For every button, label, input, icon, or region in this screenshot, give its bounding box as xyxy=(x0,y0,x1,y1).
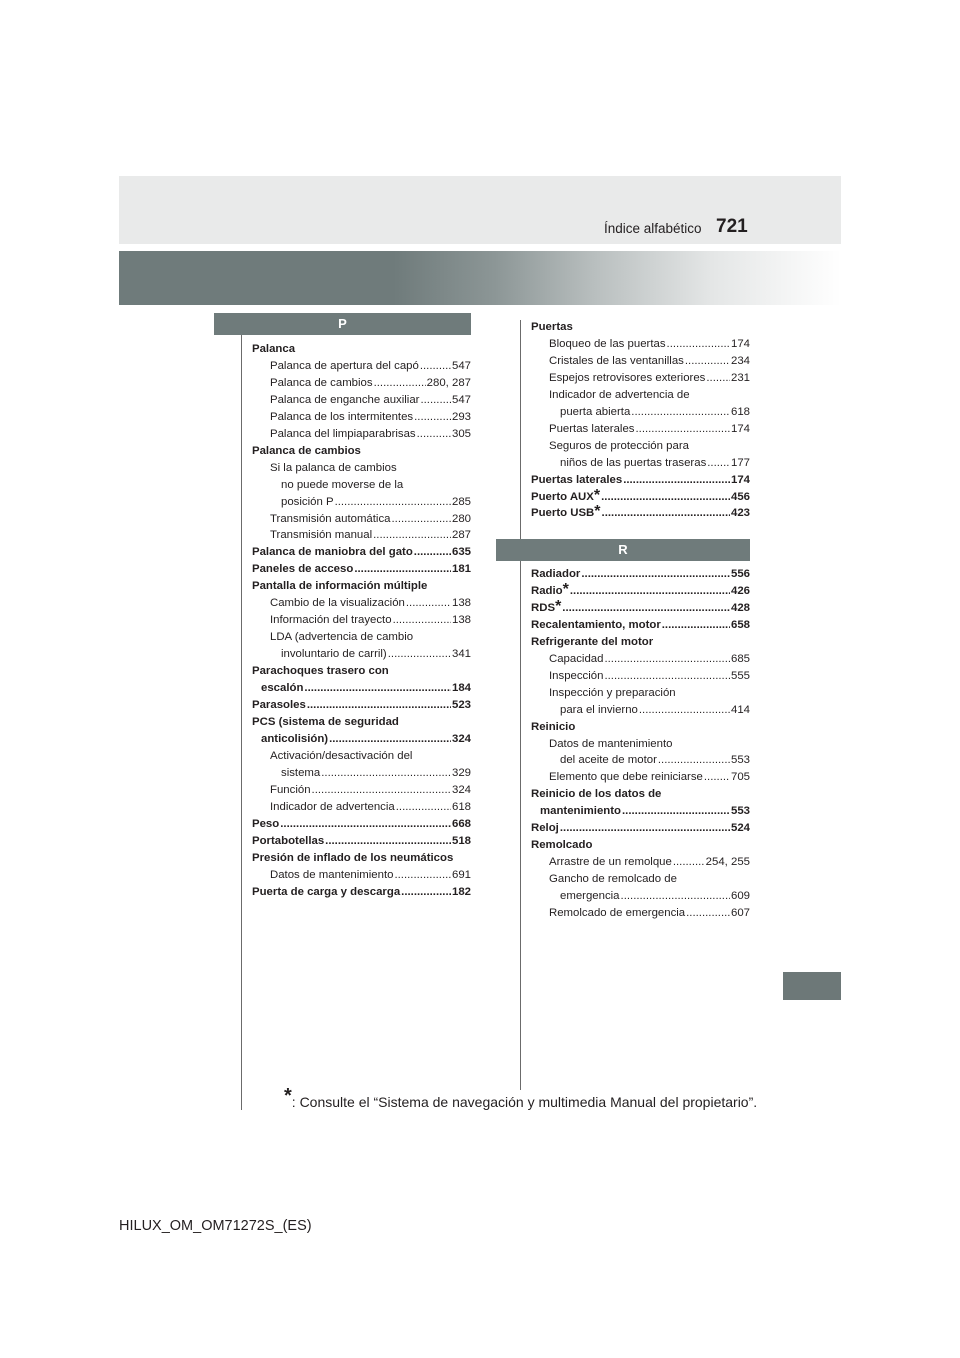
header-title: Índice alfabético xyxy=(604,221,702,236)
index-entry-text: sistema xyxy=(281,766,321,779)
index-entry xyxy=(252,409,471,426)
index-entry-page: 324 xyxy=(451,783,471,796)
index-entry xyxy=(531,472,750,489)
index-entry-page: 414 xyxy=(730,703,750,716)
dot-leader xyxy=(706,370,730,387)
index-entry-text: Radio xyxy=(531,584,563,597)
index-entry-text: Palanca xyxy=(252,343,296,355)
dot-leader xyxy=(420,358,451,375)
index-entry-text: mantenimiento xyxy=(540,805,622,818)
dot-leader xyxy=(304,680,451,697)
index-entry xyxy=(531,871,750,888)
section-header-p: P xyxy=(214,313,471,335)
dot-leader xyxy=(560,820,730,837)
index-entry xyxy=(252,680,471,697)
index-entry xyxy=(252,663,471,680)
index-entry xyxy=(252,392,471,409)
index-entry-page: 556 xyxy=(730,568,750,580)
index-entry xyxy=(531,634,750,651)
index-entry-text: Presión de inflado de los neumáticos xyxy=(252,851,454,864)
index-entry-text: emergencia xyxy=(560,890,620,903)
dot-leader xyxy=(639,702,730,719)
column-divider xyxy=(520,320,521,1090)
index-entry: RDS * ..... 428 xyxy=(531,600,750,617)
index-entry xyxy=(531,888,750,905)
index-entry-page: 254, 255 xyxy=(705,856,750,869)
index-entry xyxy=(252,646,471,663)
index-entry xyxy=(531,736,750,753)
index-entry-text: niños de las puertas traseras xyxy=(560,456,707,469)
index-entry xyxy=(252,833,471,850)
index-entry xyxy=(531,651,750,668)
index-entry xyxy=(252,799,471,816)
dot-leader xyxy=(686,905,730,922)
index-entry-page: 635 xyxy=(451,546,471,559)
index-entry xyxy=(531,786,750,803)
dot-leader xyxy=(631,404,730,421)
index-entry-page: 547 xyxy=(451,359,471,372)
index-entry-text: Espejos retrovisores exteriores xyxy=(549,371,706,384)
index-entry xyxy=(252,426,471,443)
dot-leader xyxy=(581,566,730,583)
index-entry xyxy=(531,438,750,455)
index-entry-page: 423 xyxy=(730,507,750,520)
dot-leader xyxy=(570,583,730,600)
index-entry-page: 685 xyxy=(730,652,750,665)
index-entry xyxy=(252,765,471,782)
index-entry-page: 618 xyxy=(730,405,750,418)
index-entry xyxy=(252,358,471,375)
index-entry-page: 280, 287 xyxy=(426,376,471,389)
index-entry xyxy=(252,612,471,629)
dot-leader xyxy=(417,426,451,443)
index-entry-text: posición P xyxy=(281,495,334,508)
index-entry-text: Elemento que debe reiniciarse xyxy=(549,771,703,784)
index-entry-text: Gancho de remolcado de xyxy=(549,873,677,886)
index-entry xyxy=(531,702,750,719)
index-entry-text: Palanca de apertura del capó xyxy=(270,359,419,372)
index-entry-text: no puede moverse de la xyxy=(281,478,404,491)
dot-leader xyxy=(685,353,730,370)
index-entry-text: Indicador de advertencia de xyxy=(549,388,690,401)
index-entry xyxy=(252,731,471,748)
index-entry-text: Puerto USB xyxy=(531,507,595,520)
index-entry xyxy=(531,404,750,421)
footnote-mark: * xyxy=(284,1085,292,1107)
index-entry xyxy=(252,850,471,867)
index-entry xyxy=(252,697,471,714)
index-entry xyxy=(252,578,471,595)
dot-leader xyxy=(373,527,451,544)
index-entry-page: 174 xyxy=(730,473,750,486)
dot-leader xyxy=(635,421,730,438)
index-entry-page: 547 xyxy=(451,393,471,406)
dot-leader xyxy=(414,409,451,426)
page-number: 721 xyxy=(716,216,748,237)
index-entry-page: 618 xyxy=(451,800,471,813)
index-entry-text: Inspección y preparación xyxy=(549,686,676,699)
index-entry-text: Parachoques trasero con xyxy=(252,665,389,678)
index-column-right-p xyxy=(531,319,750,522)
index-entry-text: Indicador de advertencia xyxy=(270,800,395,813)
index-entry xyxy=(252,561,471,578)
index-entry-text: Refrigerante del motor xyxy=(531,635,654,648)
index-entry xyxy=(252,782,471,799)
index-entry xyxy=(252,544,471,561)
index-entry xyxy=(531,668,750,685)
index-entry xyxy=(252,375,471,392)
index-column-left xyxy=(252,341,471,900)
index-entry-page: 234 xyxy=(730,354,750,367)
index-entry-text: PCS (sistema de seguridad xyxy=(252,715,399,728)
index-entry-page: 174 xyxy=(730,337,750,350)
index-entry-text: Recalentamiento, motor xyxy=(531,618,661,631)
dot-leader xyxy=(401,884,451,901)
dot-leader xyxy=(673,854,705,871)
dot-leader xyxy=(406,595,451,612)
index-entry xyxy=(531,803,750,820)
index-entry-text: Palanca de cambios xyxy=(252,444,361,457)
document-code: HILUX_OM_OM71272S_(ES) xyxy=(119,1218,312,1234)
dot-leader xyxy=(280,816,451,833)
index-entry-page: 523 xyxy=(451,699,471,712)
index-entry-text: Palanca de cambios xyxy=(270,376,373,389)
index-entry-text: Activación/desactivación del xyxy=(270,749,413,762)
dot-leader xyxy=(662,617,730,634)
index-entry-text: Peso xyxy=(252,817,280,830)
index-entry xyxy=(531,353,750,370)
index-entry xyxy=(252,595,471,612)
dot-leader xyxy=(396,799,451,816)
index-entry-page: 138 xyxy=(451,597,471,610)
index-entry-text: Pantalla de información múltiple xyxy=(252,580,428,593)
index-entry-page: 293 xyxy=(451,410,471,423)
index-entry xyxy=(252,867,471,884)
index-entry-text: Palanca de los intermitentes xyxy=(270,410,414,423)
index-entry-text: Cristales de las ventanillas xyxy=(549,354,684,367)
index-entry xyxy=(531,854,750,871)
dot-leader xyxy=(604,651,730,668)
index-entry-text: Reinicio de los datos de xyxy=(531,788,662,801)
index-entry-page: 329 xyxy=(451,766,471,779)
index-entry-page: 668 xyxy=(451,817,471,830)
dot-leader xyxy=(707,455,730,472)
dot-leader xyxy=(704,769,730,786)
index-entry-page: 174 xyxy=(730,422,750,435)
index-entry-text: Transmisión automática xyxy=(270,512,391,525)
index-entry xyxy=(252,341,471,358)
index-entry-page: 553 xyxy=(730,805,750,818)
index-entry-page: 456 xyxy=(730,490,750,503)
index-entry-text: Si la palanca de cambios xyxy=(270,461,397,474)
index-entry-page: 705 xyxy=(730,771,750,784)
index-entry-page: 181 xyxy=(451,563,471,576)
index-entry-page: 609 xyxy=(730,890,750,903)
dot-leader xyxy=(329,731,451,748)
index-entry-page: 658 xyxy=(730,618,750,631)
dot-leader xyxy=(335,494,451,511)
index-entry xyxy=(252,460,471,477)
dot-leader xyxy=(623,472,730,489)
footnote xyxy=(284,1085,758,1110)
index-entry-text: Inspección xyxy=(549,669,604,682)
index-entry-page: 524 xyxy=(730,822,750,835)
footnote-text: : Consulte el “Sistema de navegación y multimedia Manual del propietario”. xyxy=(291,1094,758,1110)
index-entry-page: 553 xyxy=(730,754,750,767)
index-entry xyxy=(531,421,750,438)
section-header-r: R xyxy=(496,539,750,561)
index-entry-text: Cambio de la visualización xyxy=(270,597,405,610)
index-entry xyxy=(252,629,471,646)
dot-leader xyxy=(393,612,451,629)
index-entry xyxy=(531,685,750,702)
dot-leader xyxy=(602,505,730,522)
index-entry-text: Portabotellas xyxy=(252,834,325,847)
dot-leader xyxy=(312,782,451,799)
dot-leader xyxy=(604,668,730,685)
index-entry-page: 691 xyxy=(451,868,471,881)
index-entry: Radio * ..... 426 xyxy=(531,583,750,600)
index-entry-page: 184 xyxy=(451,682,471,695)
dot-leader xyxy=(420,392,451,409)
index-entry xyxy=(531,336,750,353)
index-entry xyxy=(531,769,750,786)
index-entry xyxy=(531,319,750,336)
index-entry xyxy=(531,752,750,769)
index-entry xyxy=(531,820,750,837)
index-entry-text: Función xyxy=(270,783,311,796)
index-entry-text: Bloqueo de las puertas xyxy=(549,337,666,350)
dot-leader xyxy=(325,833,451,850)
header-gradient-band xyxy=(119,251,841,305)
index-entry-text: Puertas xyxy=(531,321,573,333)
index-entry xyxy=(252,816,471,833)
index-entry: Puerto AUX * ..... 456 xyxy=(531,489,750,506)
dot-leader xyxy=(374,375,426,392)
dot-leader xyxy=(388,646,451,663)
index-entry-page: 285 xyxy=(451,495,471,508)
dot-leader xyxy=(622,803,730,820)
index-entry-text: LDA (advertencia de cambio xyxy=(270,631,414,644)
dot-leader xyxy=(658,752,730,769)
index-entry-page: 324 xyxy=(451,732,471,745)
dot-leader xyxy=(354,561,451,578)
index-entry-text: anticolisión) xyxy=(261,732,329,745)
index-entry-text: Datos de mantenimiento xyxy=(549,737,673,750)
index-entry xyxy=(252,477,471,494)
index-entry-page: 177 xyxy=(730,456,750,469)
index-entry xyxy=(252,511,471,528)
index-entry-text: escalón xyxy=(261,682,304,695)
index-entry xyxy=(531,837,750,854)
index-entry xyxy=(252,443,471,460)
index-entry xyxy=(252,494,471,511)
index-entry xyxy=(252,527,471,544)
index-entry-text: para el invierno xyxy=(560,703,638,716)
dot-leader xyxy=(562,600,730,617)
index-entry-text: Seguros de protección para xyxy=(549,439,689,452)
index-entry-text: Datos de mantenimiento xyxy=(270,868,394,881)
index-entry-text: involuntario de carril) xyxy=(281,648,387,661)
index-entry-page: 287 xyxy=(451,529,471,542)
index-column-right-r xyxy=(531,566,750,922)
index-entry xyxy=(531,387,750,404)
index-entry-page: 182 xyxy=(451,885,471,898)
index-entry-page: 555 xyxy=(730,669,750,682)
index-entry-text: Parasoles xyxy=(252,699,306,712)
index-entry-text: Reloj xyxy=(531,822,559,835)
index-entry-text: Radiador xyxy=(531,568,581,580)
index-entry xyxy=(252,884,471,901)
index-entry-text: puerta abierta xyxy=(560,405,631,418)
index-entry-page: 138 xyxy=(451,614,471,627)
index-entry-page: 428 xyxy=(730,601,750,614)
dot-leader xyxy=(307,697,451,714)
index-entry-text: Puerta de carga y descarga xyxy=(252,885,401,898)
index-entry-page: 231 xyxy=(730,371,750,384)
index-entry-text: Puerto AUX xyxy=(531,490,594,503)
index-entry-text: Capacidad xyxy=(549,652,604,665)
index-entry-text: Palanca de maniobra del gato xyxy=(252,546,413,559)
left-margin-line xyxy=(241,320,242,1110)
index-entry-text: Remolcado xyxy=(531,839,593,852)
index-entry-text: Arrastre de un remolque xyxy=(549,856,672,869)
index-entry xyxy=(252,748,471,765)
dot-leader xyxy=(414,544,451,561)
dot-leader xyxy=(621,888,730,905)
index-entry-text: Palanca de enganche auxiliar xyxy=(270,393,420,406)
index-entry: Puerto USB * ..... 423 xyxy=(531,505,750,522)
index-entry xyxy=(252,714,471,731)
index-entry-text: Información del trayecto xyxy=(270,614,392,627)
index-entry-page: 305 xyxy=(451,427,471,440)
index-entry-page: 607 xyxy=(730,907,750,920)
index-entry-text: del aceite de motor xyxy=(560,754,657,767)
dot-leader xyxy=(321,765,451,782)
index-entry xyxy=(531,719,750,736)
index-entry-page: 426 xyxy=(730,584,750,597)
dot-leader xyxy=(392,511,451,528)
dot-leader xyxy=(394,867,451,884)
index-entry-page: 518 xyxy=(451,834,471,847)
chapter-tab xyxy=(783,972,841,1000)
index-entry-text: Remolcado de emergencia xyxy=(549,907,686,920)
index-entry-page: 280 xyxy=(451,512,471,525)
index-entry xyxy=(531,370,750,387)
index-entry-text: Puertas laterales xyxy=(549,422,635,435)
dot-leader xyxy=(667,336,730,353)
index-entry xyxy=(531,905,750,922)
index-entry-text: RDS xyxy=(531,601,556,614)
index-entry xyxy=(531,617,750,634)
index-entry-text: Reinicio xyxy=(531,720,576,733)
index-entry xyxy=(531,455,750,472)
dot-leader xyxy=(601,489,730,506)
index-entry-text: Transmisión manual xyxy=(270,529,373,542)
index-entry-page: 341 xyxy=(451,648,471,661)
index-entry-text: Puertas laterales xyxy=(531,473,623,486)
index-entry-text: Paneles de acceso xyxy=(252,563,354,576)
index-entry-text: Palanca del limpiaparabrisas xyxy=(270,427,416,440)
